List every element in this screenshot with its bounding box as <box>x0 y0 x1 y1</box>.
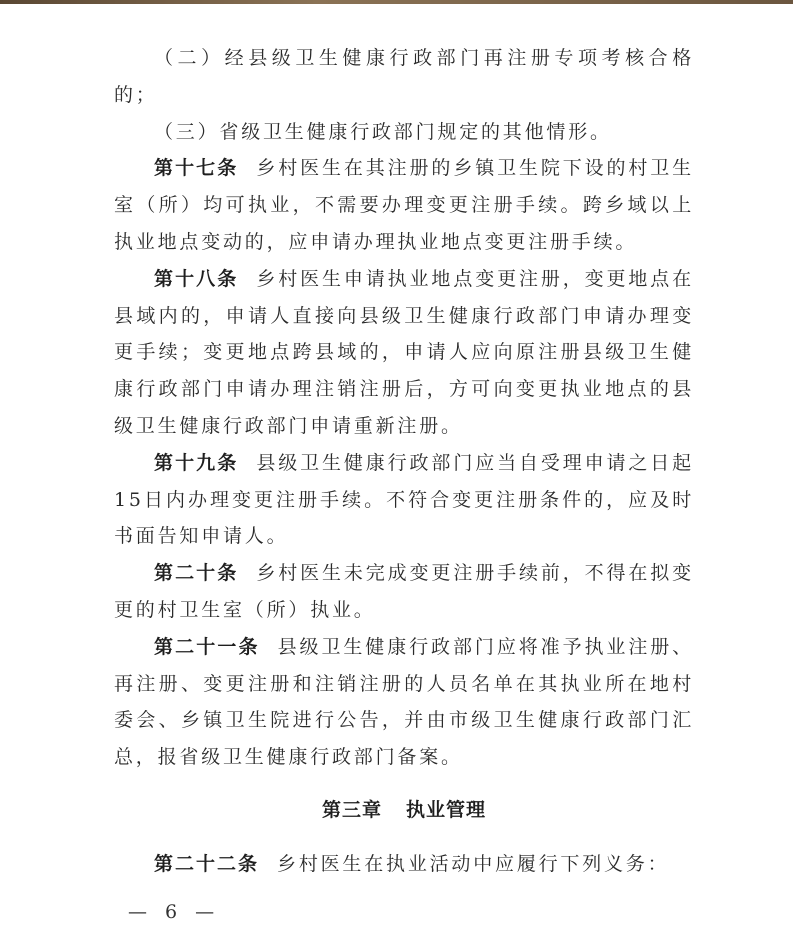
article-number: 第二十条 <box>154 562 239 585</box>
paragraph-item-3 <box>114 114 694 151</box>
article-text: 乡村医生申请执业地点变更注册，变更地点在县域内的，申请人直接向县级卫生健康行政部门申请办理变更手续；变更地点跨县域的，申请人应向原注册县级卫生健康行政部门申请办理注销注册后，方可向变更执业地点的县级卫生健康行政部门申请重新注册。 <box>114 267 694 437</box>
article-number: 第二十二条 <box>154 852 260 875</box>
article-18 <box>114 261 694 445</box>
paragraph-item-2 <box>114 40 694 114</box>
article-22 <box>114 846 694 883</box>
scan-top-edge <box>0 0 793 4</box>
document-body <box>114 40 694 883</box>
article-17 <box>114 150 694 260</box>
article-number: 第二十一条 <box>154 635 260 658</box>
article-20 <box>114 555 694 629</box>
article-text: 乡村医生在执业活动中应履行下列义务： <box>277 852 670 875</box>
article-number: 第十九条 <box>154 451 239 474</box>
article-number: 第十七条 <box>154 157 239 180</box>
paragraph-text: （三）省级卫生健康行政部门规定的其他情形。 <box>154 120 612 143</box>
article-text: 乡村医生在其注册的乡镇卫生院下设的村卫生室（所）均可执业，不需要办理变更注册手续。跨乡域以上执业地点变动的，应申请办理执业地点变更注册手续。 <box>114 157 694 253</box>
chapter-number: 第三章 <box>321 798 382 821</box>
article-text: 县级卫生健康行政部门应当自受理申请之日起15日内办理变更注册手续。不符合变更注册条件的，应及时书面告知申请人。 <box>114 451 694 548</box>
chapter-heading <box>114 792 694 829</box>
article-text: 县级卫生健康行政部门应将准予执业注册、再注册、变更注册和注销注册的人员名单在其执业所在地村委会、乡镇卫生院进行公告，并由市级卫生健康行政部门汇总，报省级卫生健康行政部门备案。 <box>114 635 694 769</box>
article-21 <box>114 629 694 776</box>
article-text: 乡村医生未完成变更注册手续前，不得在拟变更的村卫生室（所）执业。 <box>114 562 694 621</box>
article-19 <box>114 445 694 555</box>
paragraph-text: （二）经县级卫生健康行政部门再注册专项考核合格的； <box>114 47 694 106</box>
article-number: 第十八条 <box>154 267 239 290</box>
page-number: — 6 — <box>128 901 221 923</box>
chapter-title: 执业管理 <box>406 798 487 821</box>
